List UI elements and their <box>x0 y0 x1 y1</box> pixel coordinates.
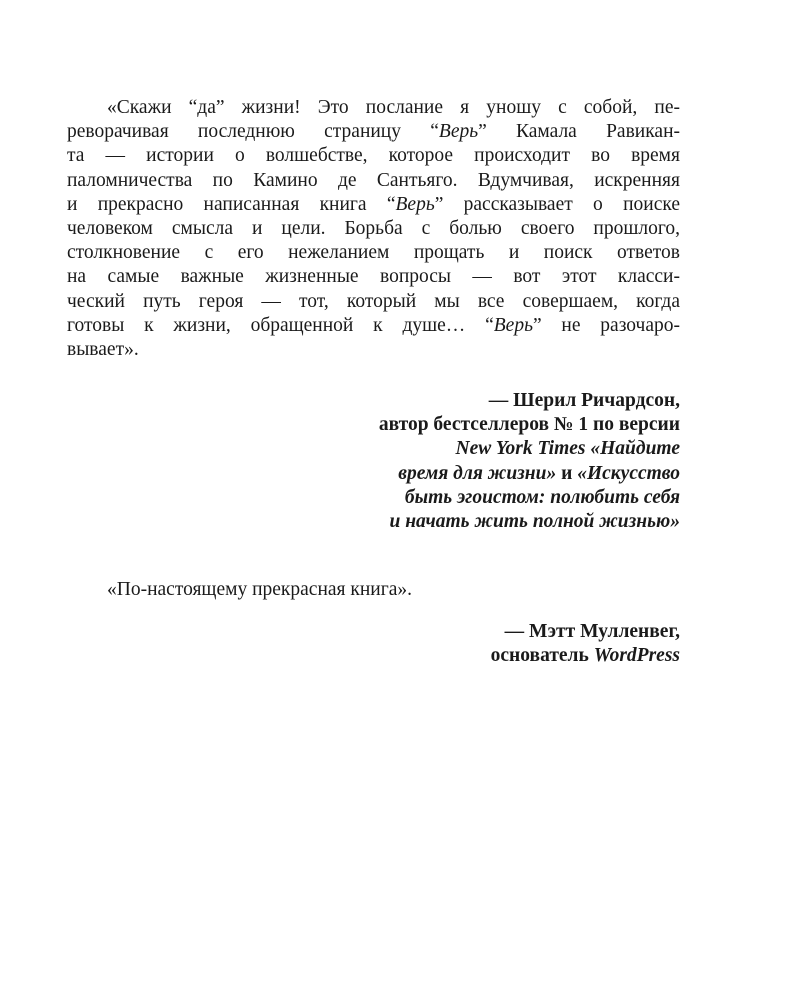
book-title: Верь <box>438 121 479 143</box>
quote-line: реворачивая последнюю страницу “Верь” Камала Равикан- <box>67 121 680 143</box>
attribution-matt-mullenweg <box>67 620 680 668</box>
quote-paragraph <box>67 96 680 362</box>
attribution-title: автор бестселлеров № 1 по версии <box>378 414 680 436</box>
quote-line: столкновение с его нежеланием прощать и поиск ответов <box>67 242 680 264</box>
quote-cheryl-richardson <box>67 96 680 362</box>
quote-line: вывает». <box>67 339 139 361</box>
quote-line: «Скажи “да” жизни! Это послание я уношу с собой, пе- <box>107 97 680 118</box>
quote-line: «По-настоящему прекрасная книга». <box>107 579 413 600</box>
quote-line: готовы к жизни, обращенной к душе… “Верь” не разочаро- <box>67 314 680 336</box>
quote-line: паломничества по Камино де Сантьяго. Вдумчивая, искренняя <box>67 169 680 191</box>
quote-matt-mullenweg <box>67 578 680 602</box>
attribution-books: и начать жить полной жизнью» <box>389 511 680 533</box>
attribution-books: быть эгоистом: полюбить себя <box>404 486 680 508</box>
attribution-cheryl-richardson <box>67 389 680 534</box>
attribution-books: New York Times «Найдите <box>455 438 680 460</box>
quote-line: человеком смысла и цели. Борьба с болью своего прошлого, <box>67 218 680 240</box>
attribution-name: — Шерил Ричардсон, <box>488 390 680 411</box>
attribution-books: время для жизни» и «Искусство <box>398 462 680 484</box>
quote-line: та — истории о волшебстве, которое происходит во время <box>67 145 680 167</box>
quote-line: ческий путь героя — тот, который мы все совершаем, когда <box>67 290 680 312</box>
quote-line: и прекрасно написанная книга “Верь” рассказывает о поиске <box>67 193 680 215</box>
book-title: Верь <box>493 314 533 336</box>
attribution-title: основатель WordPress <box>490 645 680 667</box>
book-title: Верь <box>395 193 435 215</box>
quote-line: на самые важные жизненные вопросы — вот этот класси- <box>67 266 680 288</box>
attribution-name: — Мэтт Мулленвег, <box>504 621 680 642</box>
quote-paragraph <box>67 578 680 602</box>
